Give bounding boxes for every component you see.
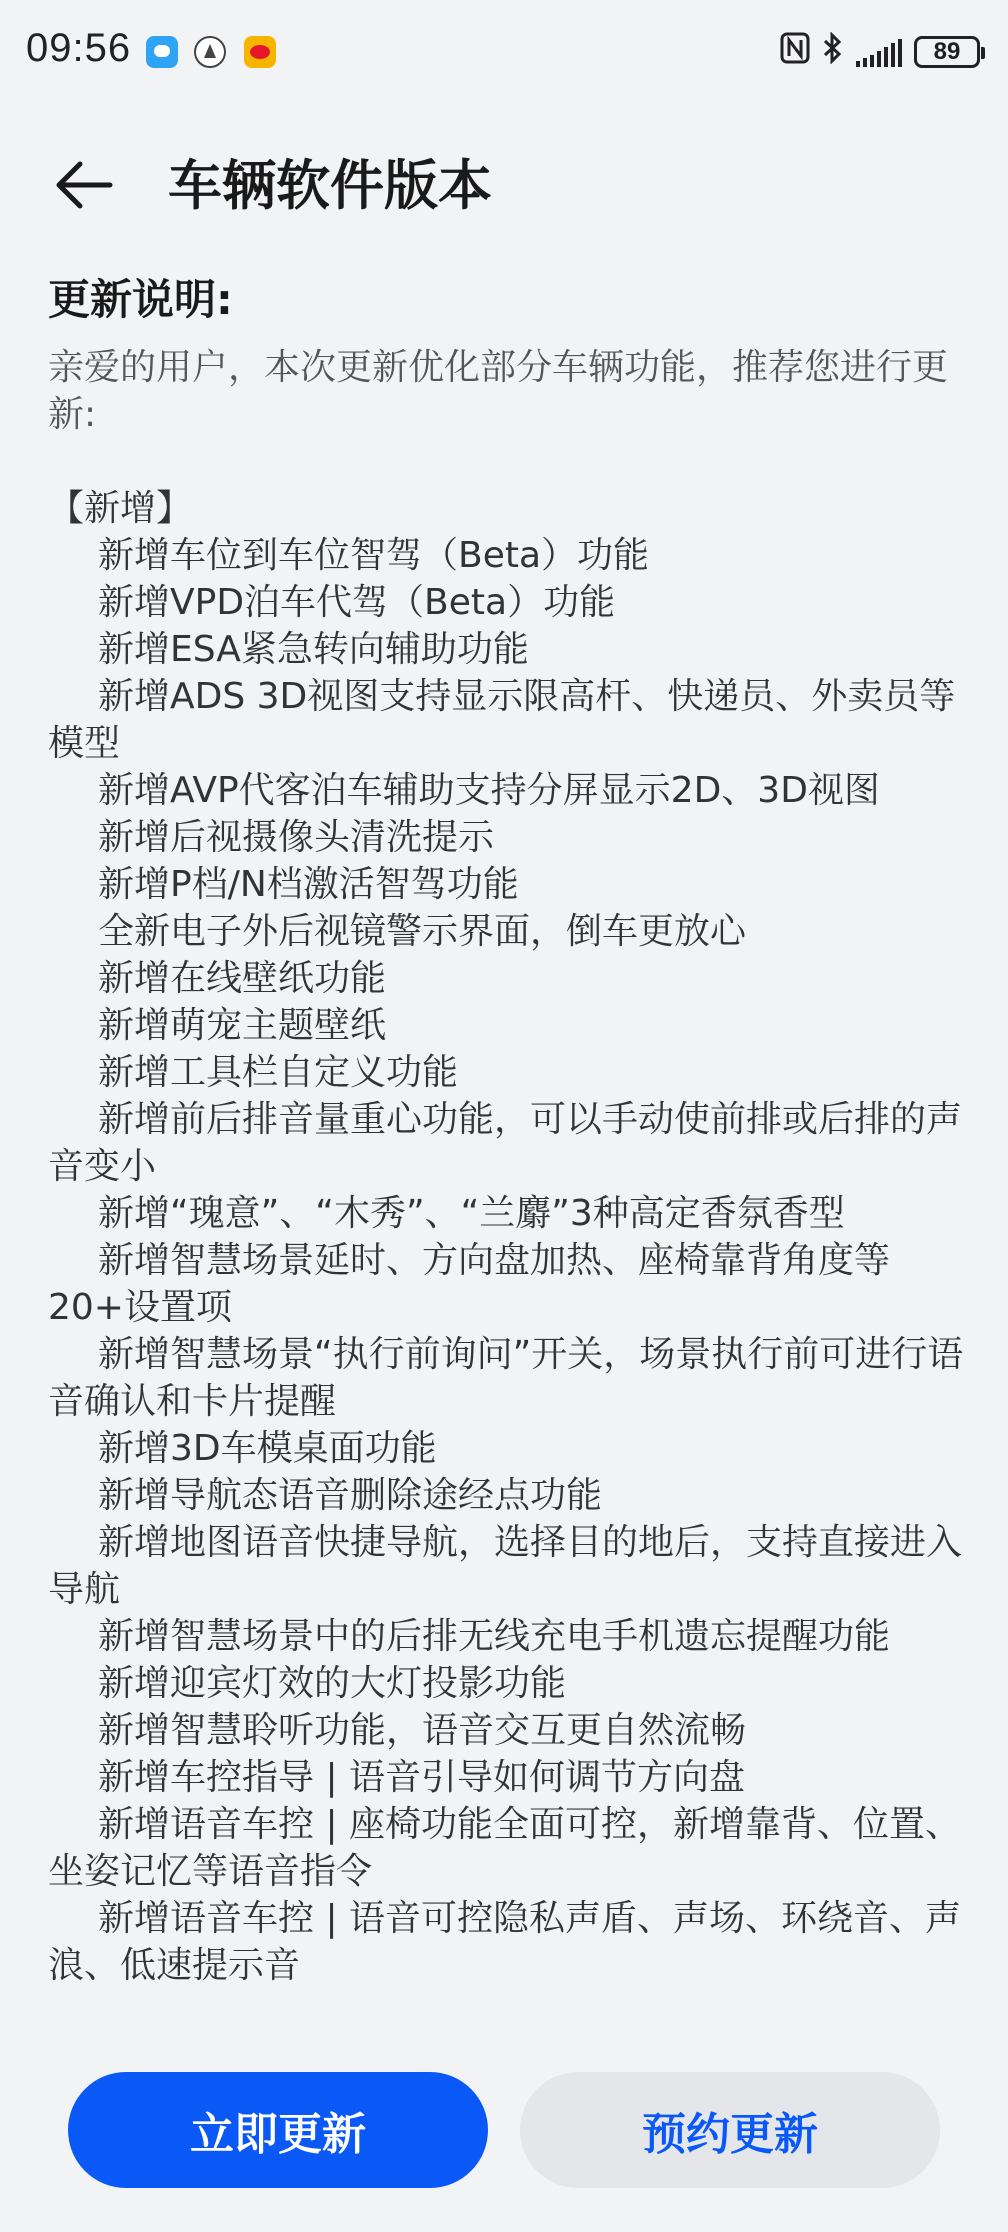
- list-item: 新增车控指导 | 语音引导如何调节方向盘: [98, 1757, 746, 1798]
- list-item: 新增在线壁纸功能: [98, 958, 387, 999]
- list-item: 新增语音车控 | 语音可控隐私声盾、声场、环绕音、声浪、低速提示音: [48, 1898, 962, 1986]
- list-item: 新增迎宾灯效的大灯投影功能: [98, 1663, 567, 1704]
- list-item: 新增ADS 3D视图支持显示限高杆、快递员、外卖员等模型: [48, 676, 956, 764]
- list-item: 新增车位到车位智驾（Beta）功能: [98, 535, 650, 576]
- list-item: 新增后视摄像头清洗提示: [98, 817, 495, 858]
- list-item: 新增萌宠主题壁纸: [98, 1005, 387, 1046]
- battery-level: 89: [933, 38, 961, 65]
- list-item: 新增智慧场景延时、方向盘加热、座椅靠背角度等20+设置项: [48, 1240, 891, 1328]
- list-item: 新增VPD泊车代驾（Beta）功能: [98, 582, 616, 623]
- list-item: 新增工具栏自定义功能: [98, 1052, 459, 1093]
- battery-icon: [914, 36, 980, 68]
- arrow-left-icon: [50, 150, 120, 220]
- release-notes-scroll[interactable]: [48, 270, 968, 2020]
- list-item: 新增导航态语音删除途经点功能: [98, 1475, 603, 1516]
- status-bar: [0, 0, 1008, 110]
- status-time: 09:56: [26, 26, 132, 70]
- list-item: 全新电子外后视镜警示界面，倒车更放心: [98, 911, 747, 952]
- list-item: 新增智慧场景“执行前询问”开关，场景执行前可进行语音确认和卡片提醒: [48, 1334, 964, 1422]
- bluetooth-icon: [822, 32, 844, 72]
- list-item: 新增智慧聆听功能，语音交互更自然流畅: [98, 1710, 747, 1751]
- status-right-group: [780, 30, 980, 74]
- nfc-icon: [780, 32, 810, 72]
- list-item: 新增语音车控 | 座椅功能全面可控，新增靠背、位置、坐姿记忆等语音指令: [48, 1804, 962, 1892]
- release-notes-heading: 更新说明:: [48, 275, 233, 324]
- schedule-update-button[interactable]: 预约更新: [520, 2072, 940, 2188]
- list-item: 新增“瑰意”、“木秀”、“兰麝”3种高定香氛香型: [98, 1193, 845, 1234]
- list-item: 新增P档/N档激活智驾功能: [98, 864, 519, 905]
- shield-app-icon: [194, 36, 226, 68]
- list-item: 新增3D车模桌面功能: [98, 1428, 437, 1469]
- page-title: 车辆软件版本: [168, 154, 492, 217]
- list-item: 新增AVP代客泊车辅助支持分屏显示2D、3D视图: [98, 770, 880, 811]
- weibo-icon: [244, 36, 276, 68]
- release-notes-list: [48, 532, 968, 1989]
- list-item: 新增地图语音快捷导航，选择目的地后，支持直接进入导航: [48, 1522, 963, 1610]
- update-now-button[interactable]: 立即更新: [68, 2072, 488, 2188]
- signal-icon: [856, 37, 902, 67]
- message-icon: [146, 36, 178, 68]
- back-button[interactable]: [50, 150, 120, 220]
- section-tag-new: 【新增】: [48, 488, 193, 529]
- release-notes-intro: 亲爱的用户，本次更新优化部分车辆功能，推荐您进行更新:: [48, 347, 949, 435]
- list-item: 新增ESA紧急转向辅助功能: [98, 629, 529, 670]
- list-item: 新增智慧场景中的后排无线充电手机遗忘提醒功能: [98, 1616, 891, 1657]
- list-item: 新增前后排音量重心功能，可以手动使前排或后排的声音变小: [48, 1099, 963, 1187]
